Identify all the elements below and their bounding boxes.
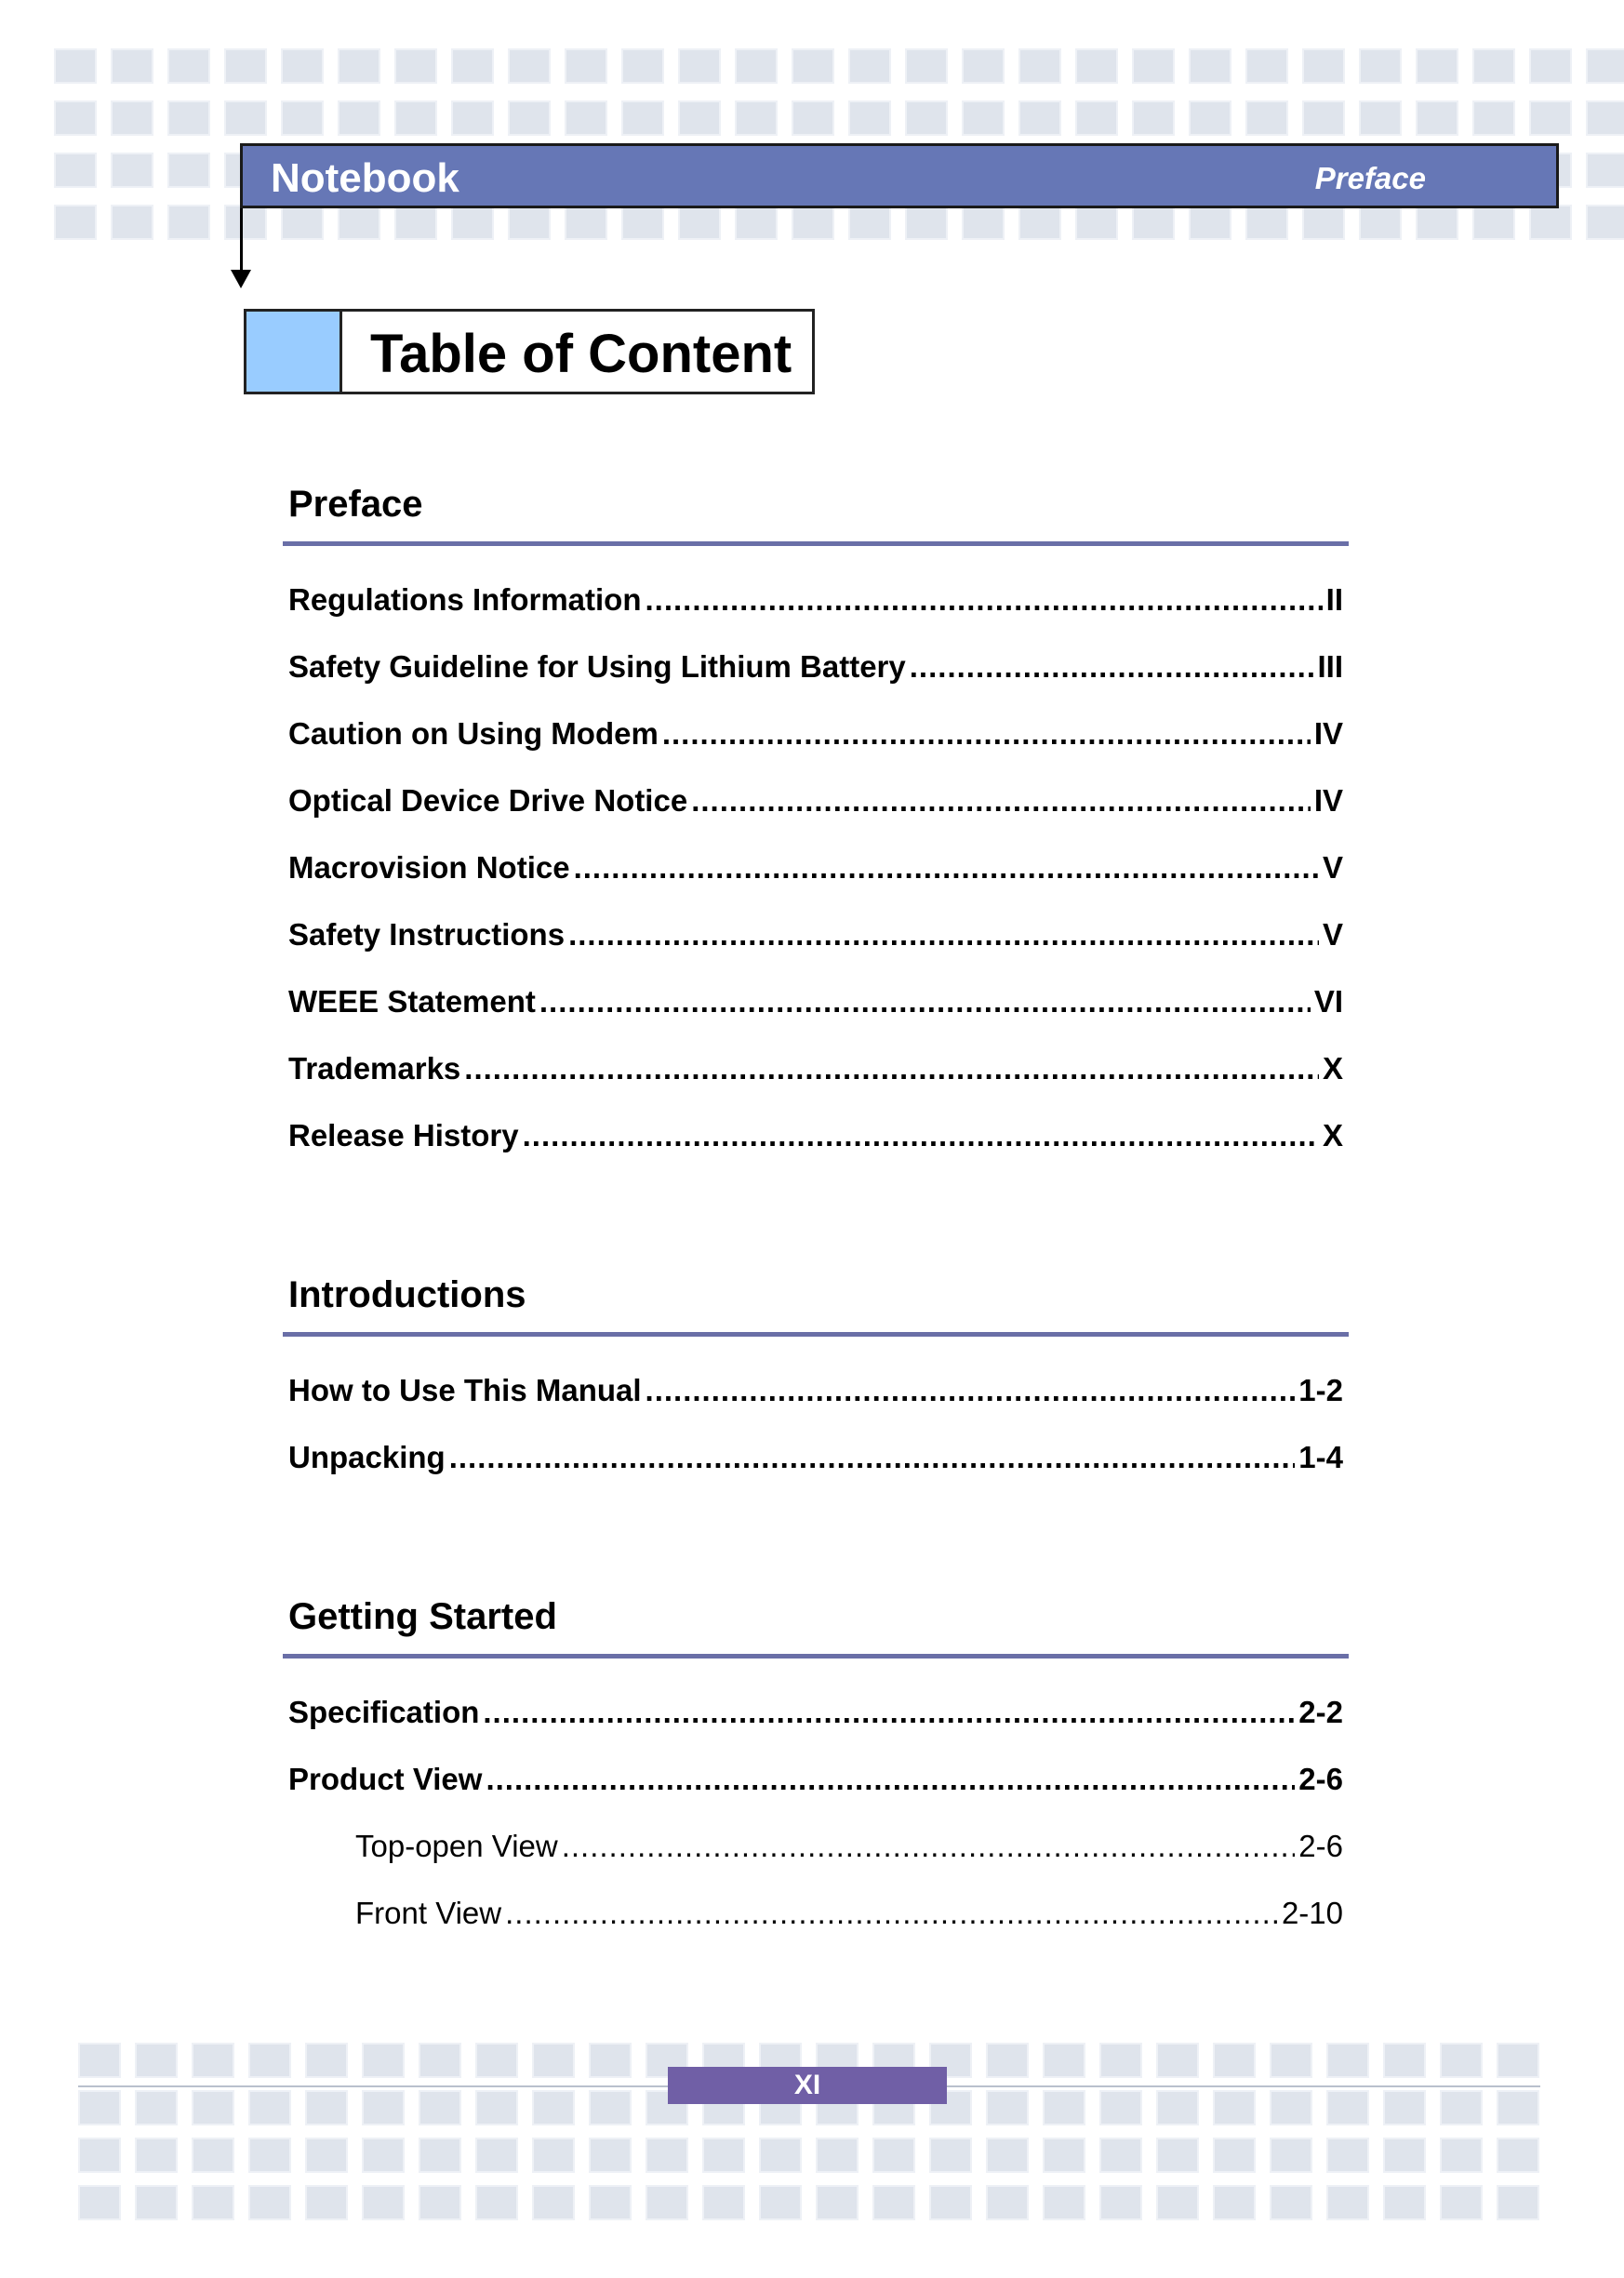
background-tile (54, 205, 97, 240)
background-tile (78, 2090, 121, 2125)
background-tile (508, 100, 551, 136)
entry-page: V (1322, 850, 1343, 885)
background-tile (1018, 100, 1061, 136)
background-tile (394, 48, 437, 84)
background-tile (192, 2185, 234, 2220)
background-tile (1156, 2090, 1199, 2125)
background-tile (167, 100, 210, 136)
background-tile (1018, 205, 1061, 240)
background-tile (905, 100, 948, 136)
background-tile (1359, 205, 1402, 240)
background-tile (1213, 2138, 1256, 2173)
background-tile (792, 48, 834, 84)
background-tile (1416, 100, 1458, 136)
section-divider (283, 541, 1349, 546)
background-tile (362, 2138, 405, 2173)
background-tile (1043, 2090, 1085, 2125)
background-tile (111, 48, 153, 84)
background-tile (1359, 100, 1402, 136)
background-tile (848, 48, 891, 84)
background-tile (1472, 48, 1515, 84)
toc-entry[interactable] (288, 984, 1343, 1051)
entry-page: 2-10 (1281, 1896, 1343, 1930)
background-tile (192, 2090, 234, 2125)
toc-entry[interactable] (288, 716, 1343, 783)
background-tile (1302, 48, 1345, 84)
background-tile (338, 205, 380, 240)
background-tile (589, 2185, 632, 2220)
background-tile (1497, 2185, 1539, 2220)
background-tile (1440, 2043, 1483, 2078)
background-tile (532, 2185, 575, 2220)
background-tile (1586, 153, 1624, 188)
entry-label: Optical Device Drive Notice (288, 783, 688, 818)
background-tile (986, 2043, 1029, 2078)
background-tile (848, 100, 891, 136)
toc-subentry[interactable] (288, 1896, 1343, 1963)
entry-label: Specification (288, 1695, 480, 1729)
dot-leader (486, 1762, 1295, 1797)
background-tile (54, 48, 97, 84)
dot-leader (449, 1440, 1296, 1475)
background-tile (1099, 2043, 1142, 2078)
background-tile (475, 2043, 518, 2078)
entry-label: Safety Guideline for Using Lithium Battery (288, 649, 906, 684)
background-tile (1075, 205, 1118, 240)
background-tile (475, 2138, 518, 2173)
section-divider (283, 1332, 1349, 1337)
background-tile (1099, 2138, 1142, 2173)
background-tile (1497, 2138, 1539, 2173)
background-tile (1472, 205, 1515, 240)
entry-page: II (1325, 582, 1343, 617)
background-tile (1189, 48, 1231, 84)
background-tile (1497, 2090, 1539, 2125)
section-heading: Getting Started (288, 1596, 557, 1637)
background-tile (929, 2138, 972, 2173)
entry-label: Release History (288, 1118, 519, 1152)
background-tile (305, 2185, 348, 2220)
dot-leader (574, 850, 1319, 886)
section-heading: Preface (288, 484, 423, 525)
entry-page: IV (1313, 716, 1343, 751)
background-tile (621, 100, 664, 136)
background-tile (224, 100, 267, 136)
background-tile (905, 48, 948, 84)
background-tile (759, 2138, 802, 2173)
background-tile (394, 100, 437, 136)
entry-page: 2-6 (1298, 1762, 1343, 1796)
background-tile (678, 48, 721, 84)
background-tile (338, 100, 380, 136)
dot-leader (483, 1695, 1295, 1730)
background-tile (1132, 48, 1175, 84)
background-tile (281, 205, 324, 240)
background-tile (248, 2185, 291, 2220)
dot-leader (539, 984, 1311, 1019)
background-tile (1270, 2090, 1312, 2125)
dot-leader (464, 1051, 1319, 1086)
section-divider (283, 1654, 1349, 1659)
background-tile (1043, 2185, 1085, 2220)
entry-page: VI (1313, 984, 1343, 1019)
title-color-swatch (246, 312, 342, 392)
background-tile (1213, 2185, 1256, 2220)
background-tile (192, 2138, 234, 2173)
toc-title-box (244, 309, 815, 394)
background-tile (1529, 48, 1572, 84)
background-tile (816, 2185, 859, 2220)
background-tile (419, 2185, 461, 2220)
section-heading: Introductions (288, 1274, 526, 1315)
background-tile (78, 2043, 121, 2078)
entry-label: Unpacking (288, 1440, 446, 1474)
background-tile (1043, 2043, 1085, 2078)
background-tile (1416, 205, 1458, 240)
header-banner (240, 143, 1559, 208)
background-tile (532, 2090, 575, 2125)
background-tile (167, 48, 210, 84)
background-tile (565, 205, 607, 240)
background-tile (1586, 100, 1624, 136)
background-tile (735, 100, 778, 136)
background-tile (792, 205, 834, 240)
background-tile (1075, 100, 1118, 136)
background-tile (1586, 48, 1624, 84)
background-tile (589, 2090, 632, 2125)
background-tile (929, 2185, 972, 2220)
background-tile (589, 2043, 632, 2078)
background-tile (1245, 48, 1288, 84)
background-tile (1270, 2185, 1312, 2220)
background-tile (1043, 2138, 1085, 2173)
background-tile (338, 48, 380, 84)
background-tile (224, 48, 267, 84)
background-tile (1326, 2138, 1369, 2173)
toc-subentry[interactable] (288, 1829, 1343, 1896)
background-tile (78, 2138, 121, 2173)
background-tile (305, 2090, 348, 2125)
entry-label: Trademarks (288, 1051, 461, 1086)
toc-entry[interactable] (288, 1762, 1343, 1829)
dot-leader (691, 783, 1311, 819)
background-tile (735, 205, 778, 240)
toc-entry[interactable] (288, 850, 1343, 917)
dot-leader (568, 917, 1319, 952)
background-tile (54, 100, 97, 136)
entry-page: V (1322, 917, 1343, 952)
entry-label: Regulations Information (288, 582, 642, 617)
background-tile (1586, 205, 1624, 240)
background-tile (1383, 2185, 1426, 2220)
toc-entry[interactable] (288, 783, 1343, 850)
toc-entry[interactable] (288, 1440, 1343, 1507)
background-tile (1440, 2185, 1483, 2220)
background-tile (111, 153, 153, 188)
background-tile (1132, 100, 1175, 136)
background-tile (1156, 2185, 1199, 2220)
toc-entry[interactable] (288, 649, 1343, 716)
dot-leader (523, 1118, 1319, 1153)
background-tile (986, 2185, 1029, 2220)
background-tile (135, 2090, 178, 2125)
background-tile (281, 48, 324, 84)
background-tile (1440, 2138, 1483, 2173)
background-tile (986, 2138, 1029, 2173)
toc-entry[interactable] (288, 582, 1343, 649)
entry-page: 1-4 (1298, 1440, 1343, 1474)
background-tile (1213, 2043, 1256, 2078)
toc-entry[interactable] (288, 1051, 1343, 1118)
entry-page: 1-2 (1298, 1373, 1343, 1407)
entry-label: Macrovision Notice (288, 850, 570, 885)
background-tile (848, 205, 891, 240)
background-tile (475, 2090, 518, 2125)
background-tile (451, 48, 494, 84)
background-tile (362, 2185, 405, 2220)
background-tile (532, 2138, 575, 2173)
background-tile (248, 2090, 291, 2125)
background-tile (962, 48, 1005, 84)
background-tile (816, 2138, 859, 2173)
background-tile (1213, 2090, 1256, 2125)
background-tile (135, 2043, 178, 2078)
background-tile (905, 205, 948, 240)
background-tile (1383, 2090, 1426, 2125)
toc-entry[interactable] (288, 917, 1343, 984)
entry-label: Safety Instructions (288, 917, 566, 952)
background-tile (532, 2043, 575, 2078)
background-tile (1189, 205, 1231, 240)
page-number: XI (668, 2067, 947, 2104)
background-tile (135, 2185, 178, 2220)
background-tile (589, 2138, 632, 2173)
background-tile (1245, 100, 1288, 136)
background-tile (702, 2185, 745, 2220)
background-tile (111, 205, 153, 240)
background-tile (872, 2138, 915, 2173)
background-tile (621, 48, 664, 84)
background-tile (646, 2185, 688, 2220)
background-tile (678, 205, 721, 240)
background-tile (508, 48, 551, 84)
background-tile (78, 2185, 121, 2220)
background-tile (1270, 2138, 1312, 2173)
background-tile (621, 205, 664, 240)
background-tile (281, 100, 324, 136)
entry-label: How to Use This Manual (288, 1373, 642, 1407)
background-tile (167, 205, 210, 240)
dot-leader (646, 1373, 1296, 1408)
background-tile (1497, 2043, 1539, 2078)
toc-entry[interactable] (288, 1118, 1343, 1185)
background-tile (1302, 100, 1345, 136)
background-tile (1383, 2043, 1426, 2078)
entry-label: Caution on Using Modem (288, 716, 659, 751)
background-tile (362, 2043, 405, 2078)
background-tile (792, 100, 834, 136)
background-tile (735, 48, 778, 84)
entry-page: 2-2 (1298, 1695, 1343, 1729)
dot-leader (646, 582, 1323, 618)
entry-page: III (1317, 649, 1343, 684)
banner-section-name: Preface (1314, 161, 1426, 195)
background-tile (1099, 2090, 1142, 2125)
dot-leader (505, 1896, 1278, 1931)
background-tile (192, 2043, 234, 2078)
background-tile (702, 2138, 745, 2173)
entry-label: Front View (355, 1896, 502, 1930)
entry-label: Product View (288, 1762, 483, 1796)
background-tile (1383, 2138, 1426, 2173)
background-tile (759, 2185, 802, 2220)
background-tile (451, 100, 494, 136)
dot-leader (562, 1829, 1296, 1864)
banner-title: Notebook (271, 155, 459, 201)
background-tile (475, 2185, 518, 2220)
dot-leader (662, 716, 1311, 752)
dot-leader (910, 649, 1314, 685)
background-tile (54, 153, 97, 188)
background-tile (1529, 100, 1572, 136)
arrow-head-icon (231, 270, 251, 288)
background-tile (419, 2090, 461, 2125)
background-tile (419, 2138, 461, 2173)
entry-page: X (1322, 1118, 1343, 1152)
background-tile (1472, 100, 1515, 136)
background-tile (248, 2138, 291, 2173)
background-tile (248, 2043, 291, 2078)
background-tile (986, 2090, 1029, 2125)
toc-entry[interactable] (288, 1373, 1343, 1440)
background-tile (1099, 2185, 1142, 2220)
background-tile (1440, 2090, 1483, 2125)
background-tile (1359, 48, 1402, 84)
entry-page: X (1322, 1051, 1343, 1086)
entry-label: Top-open View (355, 1829, 558, 1863)
background-tile (565, 100, 607, 136)
entry-page: 2-6 (1298, 1829, 1343, 1863)
background-tile (305, 2138, 348, 2173)
background-tile (1245, 205, 1288, 240)
background-tile (1189, 100, 1231, 136)
background-tile (962, 205, 1005, 240)
background-tile (1132, 205, 1175, 240)
background-tile (419, 2043, 461, 2078)
background-tile (1529, 205, 1572, 240)
background-tile (167, 153, 210, 188)
background-tile (1416, 48, 1458, 84)
background-tile (111, 100, 153, 136)
background-tile (1326, 2043, 1369, 2078)
background-tile (646, 2138, 688, 2173)
background-tile (872, 2185, 915, 2220)
entry-page: IV (1313, 783, 1343, 818)
down-arrow-icon (240, 208, 243, 273)
background-tile (962, 100, 1005, 136)
background-tile (1075, 48, 1118, 84)
toc-entry[interactable] (288, 1695, 1343, 1762)
page-title: Table of Content (370, 324, 792, 384)
background-tile (1326, 2090, 1369, 2125)
entry-label: WEEE Statement (288, 984, 536, 1019)
background-tile (1018, 48, 1061, 84)
background-tile (678, 100, 721, 136)
background-tile (362, 2090, 405, 2125)
background-tile (1326, 2185, 1369, 2220)
background-tile (135, 2138, 178, 2173)
background-tile (451, 205, 494, 240)
background-tile (224, 205, 267, 240)
background-tile (508, 205, 551, 240)
background-tile (1156, 2138, 1199, 2173)
background-tile (1270, 2043, 1312, 2078)
background-tile (565, 48, 607, 84)
background-tile (1302, 205, 1345, 240)
background-tile (305, 2043, 348, 2078)
background-tile (394, 205, 437, 240)
background-tile (1156, 2043, 1199, 2078)
